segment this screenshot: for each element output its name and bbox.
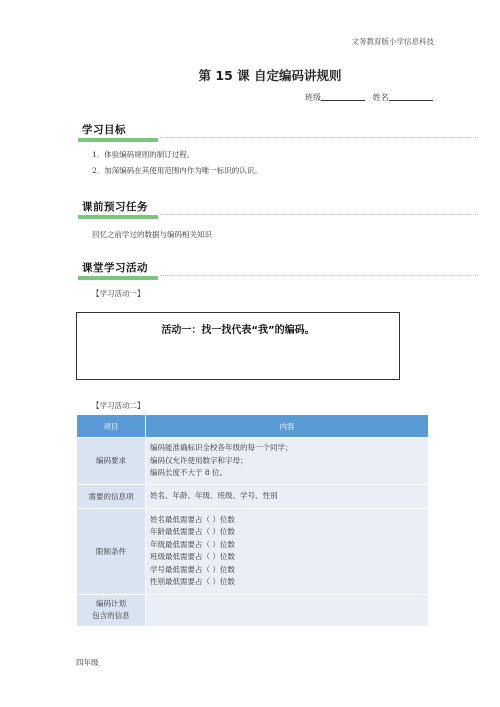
table-header-row — [77, 415, 429, 438]
class-name-line — [305, 91, 433, 103]
class-label: 班级 — [305, 93, 321, 102]
header-content: 内容 — [146, 415, 429, 438]
section-divider — [160, 137, 478, 138]
activity1-label: 【学习活动一】 — [92, 289, 145, 298]
header-item: 项目 — [77, 415, 146, 438]
name-blank[interactable] — [389, 91, 433, 101]
row-key: 限制条件 — [77, 508, 146, 594]
section-classroom — [78, 260, 158, 280]
table-row — [77, 484, 429, 508]
preview-text: 回忆之前学过的数据与编码相关知识 — [92, 230, 212, 239]
row-content-empty[interactable] — [146, 594, 429, 626]
table-row — [77, 438, 429, 485]
publisher-header: 文务教育版小学信息科技 — [351, 37, 434, 46]
content-line: 性别最低需要占（ ）位数 — [150, 577, 235, 586]
section-accent-bar — [78, 138, 158, 142]
row-content — [146, 484, 429, 508]
name-label: 姓名 — [372, 93, 389, 102]
activity1-box — [76, 312, 400, 380]
content-line: 编码仅允许使用数字和字母； — [150, 455, 248, 465]
row-key: 编码要求 — [77, 438, 146, 485]
row-key — [77, 594, 146, 626]
content-line: 编码长度不大于 8 位。 — [150, 468, 228, 477]
content-line: 班级最低需要占（ ）位数 — [150, 552, 235, 561]
section-heading: 课堂学习活动 — [82, 262, 148, 274]
list-item: 2．加深编码在其使用范围内作为唯一标识的认识。 — [92, 165, 262, 175]
content-line: 年级最低需要占（ ）位数 — [150, 539, 235, 549]
footer-grade: 四年级 — [76, 658, 99, 667]
section-accent-bar — [78, 276, 158, 280]
content-line: 姓名、年龄、年级、班级、学号、性别 — [150, 490, 278, 500]
section-divider — [160, 275, 478, 276]
section-heading: 课前预习任务 — [82, 201, 148, 213]
section-heading: 学习目标 — [82, 124, 126, 136]
key-line: 包含的信息 — [92, 611, 130, 620]
class-blank[interactable] — [321, 91, 365, 101]
key-line: 编码计划 — [96, 598, 126, 608]
activity2-table — [76, 414, 429, 627]
content-line: 编码能准确标识全校各年级的每一个同学； — [150, 443, 293, 452]
content-line: 年龄最低需要占（ ）位数 — [150, 527, 235, 536]
activity1-prompt: 活动一：找一找代表“我”的编码。 — [161, 325, 315, 336]
lesson-title: 第 15 课 自定编码讲规则 — [198, 68, 342, 83]
table-row — [77, 508, 429, 594]
activity2-label: 【学习活动二】 — [92, 401, 145, 410]
row-key: 需要的信息项 — [77, 484, 146, 508]
table-row — [77, 594, 429, 626]
list-item: 1．体验编码规则的制订过程。 — [92, 150, 195, 159]
section-divider — [160, 214, 478, 215]
section-objectives — [78, 122, 158, 142]
row-content — [146, 438, 429, 485]
content-line: 姓名最低需要占（ ）位数 — [150, 514, 235, 524]
section-preview — [78, 199, 158, 219]
objectives-list — [92, 147, 262, 178]
section-accent-bar — [78, 215, 158, 219]
row-content[interactable] — [146, 508, 429, 594]
content-line: 学号最低需要占（ ）位数 — [150, 564, 235, 574]
